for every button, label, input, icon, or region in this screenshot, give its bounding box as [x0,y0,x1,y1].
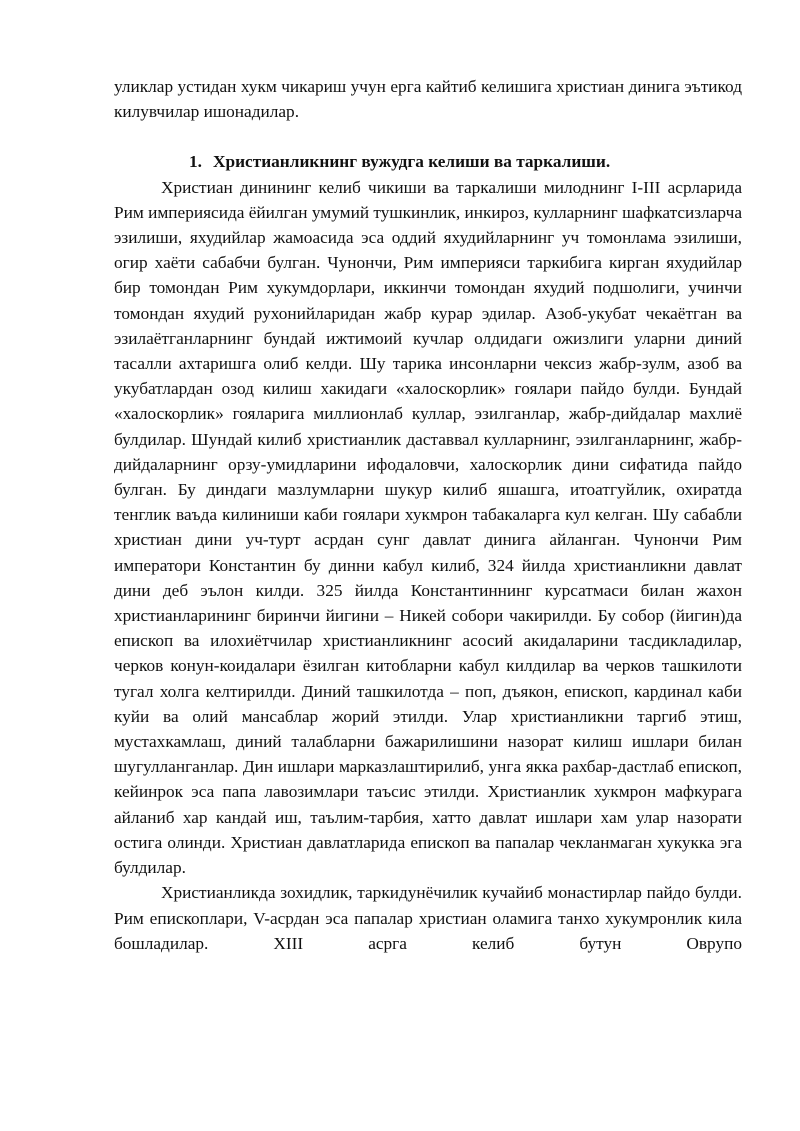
section-title: Христианликнинг вужудга келиши ва таркалиши. [213,152,611,172]
body-paragraph-2: Христианликда зохидлик, таркидунёчилик кучайиб монастирлар пайдо булди. Рим епископлари, V-асрдан эса папалар христиан оламига танхо хукумронлик кила бошладилар. XIII асрга келиб бутун Оврупо [114,883,742,953]
section-heading [114,149,742,174]
document-page [114,74,742,956]
section-number: 1. [189,152,202,172]
body-paragraph-1: Христиан динининг келиб чикиши ва таркалиши милоднинг I-III асрларида Рим империясида ёйилган умумий тушкинлик, инкироз, кулларнинг шафкатсизларча эзилиши, яхудийлар жамоасида эса оддий яхудийларнинг уч томонлама эзилиши, огир хаёти сабабчи булган. Чунончи, Рим империяси таркибига кирган яхудийлар бир томондан Рим хукумдорлари, иккинчи томондан яхудий подшолиги, учинчи томондан яхудий рухонийларидан жабр курар эдилар. Азоб-укубат чекаётган ва эзилаётганларнинг бундай ижтимоий кучлар олдидаги ожизлиги уларни диний тасалли ахтаришга олиб келди. Шу тарика инсонларни чексиз жабр-зулм, азоб ва укубатлардан озод килиш хакидаги «халоскорлик» гоялари пайдо булди. Бундай «халоскорлик» гояларига миллионлаб куллар, эзилганлар, жабр-дийдалар махлиё булдилар. Шундай килиб христианлик даставвал кулларнинг, эзилганларнинг, жабр-дийдаларнинг орзу-умидларини ифодаловчи, халоскорлик дини сифатида пайдо булган. Бу диндаги мазлумларни шукур килиб яшашга, итоатгуйлик, охиратда тенглик ваъда килиниши каби гоялари хукмрон табакаларга кул келган. Шу сабабли христиан дини уч-турт асрдан сунг давлат динига айланган. Чунончи Рим императори Константин бу динни кабул килиб, 324 йилда христианликни давлат дини деб эълон килди. 325 йилда Константиннинг курсатмаси билан жахон христианларининг биринчи йигини – Никей собори чакирилди. Бу собор (йигин)да епископ ва илохиётчилар христианликнинг асосий акидаларини тасдикладилар, черков конун-коидалари ёзилган китобларни кабул килдилар ва черков ташкилоти тугал холга келтирилди. Диний ташкилотда – поп, дъякон, епископ, кардинал каби куйи ва олий мансаблар жорий этилди. Улар христианликни таргиб этиш, мустахкамлаш, диний талабларни бажарилишини назорат килиш ишлари билан шугулланганлар. Дин ишлари марказлаштирилиб, унга якка рахбар-дастлаб епископ, кейинрок эса папа лавозимлари таъсис этилди. Христианлик хукмрон мафкурага айланиб хар кандай иш, таълим-тарбия, хатто давлат ишлари хам улар назорати остига олинди. Христиан давлатларида епископ ва папалар чекланмаган хукукка эга булдилар. [114,177,742,878]
intro-paragraph: уликлар устидан хукм чикариш учун ерга кайтиб келишига христиан динига эътикод килувчилар ишонадилар. [114,77,742,122]
